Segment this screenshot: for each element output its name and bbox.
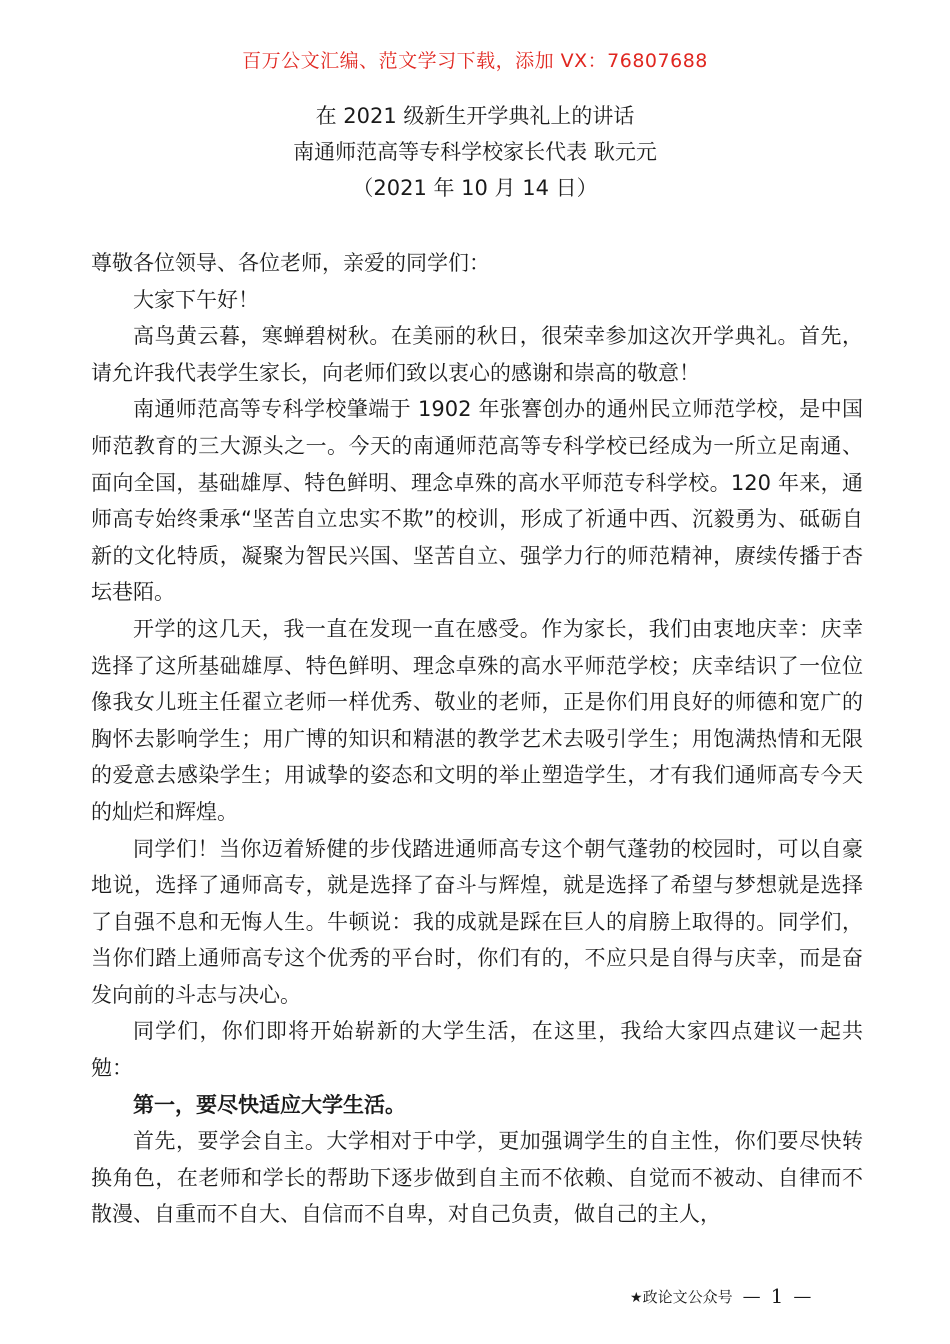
paragraph-autonomy: 首先，要学会自主。大学相对于中学，更加强调学生的自主性，你们要尽快转换角色，在老师和学长的帮助下逐步做到自主而不依赖、自觉而不被动、自律而不散漫、自重而不自大、自信而不自卑，对自己负责，做自己的主人， xyxy=(91,1129,863,1227)
paragraph-greeting: 大家下午好！ xyxy=(133,287,259,312)
footer-source xyxy=(630,1286,733,1307)
paragraph-school-history: 南通师范高等专科学校肇端于 1902 年张謇创办的通州民立师范学校，是中国师范教育的三大源头之一。今天的南通师范高等专科学校已经成为一所立足南通、面向全国，基础雄厚、特色鲜明、理念卓殊的高水平师范专科学校。120 年来，通师高专始终秉承“坚苦自立忠实不欺”的校训，形成了祈通中西、沉毅勇为、砥砺自新的文化特质，凝聚为智民兴国、坚苦自立、强学力行的师范精神，赓续传播于杏坛巷陌。 xyxy=(91,397,863,605)
promo-banner: 百万公文汇编、范文学习下载，添加 VX：76807688 xyxy=(242,50,708,72)
paragraph-opening: 高鸟黄云暮，寒蝉碧树秋。在美丽的秋日，很荣幸参加这次开学典礼。首先，请允许我代表学生家长，向老师们致以衷心的感谢和崇高的敬意！ xyxy=(91,324,863,385)
section-heading-first: 第一，要尽快适应大学生活。 xyxy=(133,1092,406,1117)
speech-title: 在 2021 级新生开学典礼上的讲话 xyxy=(315,104,635,128)
page-footer xyxy=(630,1284,811,1308)
paragraph-students: 同学们！当你迈着矫健的步伐踏进通师高专这个朝气蓬勃的校园时，可以自豪地说，选择了通师高专，就是选择了奋斗与辉煌，就是选择了希望与梦想就是选择了自强不息和无悔人生。牛顿说：我的成就是踩在巨人的肩膀上取得的。同学们，当你们踏上通师高专这个优秀的平台时，你们有的，不应只是自得与庆幸，而是奋发向前的斗志与决心。 xyxy=(91,836,863,1007)
star-icon: ★ xyxy=(630,1289,643,1306)
title-block xyxy=(0,98,950,206)
page-number: 1 xyxy=(770,1284,784,1308)
speaker-line: 南通师范高等专科学校家长代表 耿元元 xyxy=(293,140,657,164)
speech-date: （2021 年 10 月 14 日） xyxy=(352,176,598,200)
paragraph-suggestions-intro: 同学们，你们即将开始崭新的大学生活，在这里，我给大家四点建议一起共勉： xyxy=(91,1019,863,1081)
paragraph-parent-feelings: 开学的这几天，我一直在发现一直在感受。作为家长，我们由衷地庆幸：庆幸选择了这所基础雄厚、特色鲜明、理念卓殊的高水平师范学校；庆幸结识了一位位像我女儿班主任翟立老师一样优秀、敬业的老师，正是你们用良好的师德和宽广的胸怀去影响学生；用广博的知识和精湛的教学艺术去吸引学生；用饱满热情和无限的爱意去感染学生；用诚挚的姿态和文明的举止塑造学生，才有我们通师高专今天的灿烂和辉煌。 xyxy=(91,616,863,824)
footer-dash-left: — xyxy=(742,1285,761,1307)
speech-body xyxy=(91,245,863,1233)
salutation: 尊敬各位领导、各位老师，亲爱的同学们： xyxy=(91,251,490,275)
footer-source-label: 政论文公众号 xyxy=(642,1287,733,1306)
footer-dash-right: — xyxy=(793,1285,812,1307)
